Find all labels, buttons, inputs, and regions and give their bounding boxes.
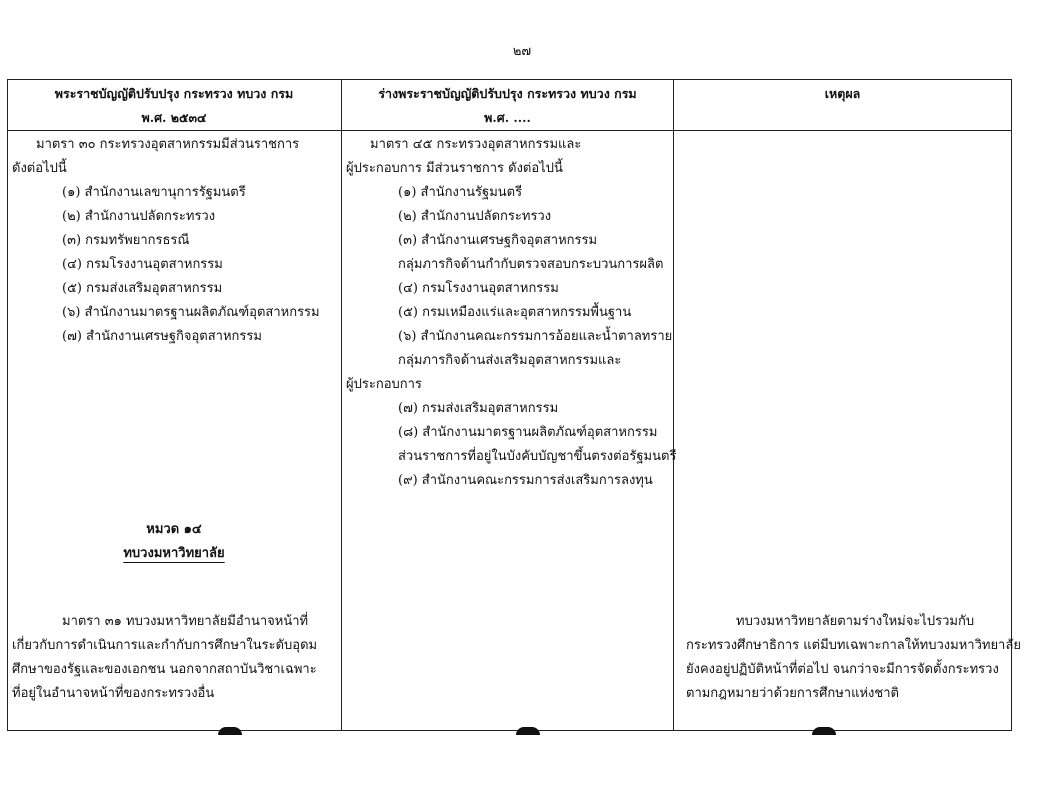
col2-section45-item: (๗) กรมส่งเสริมอุตสาหกรรม <box>398 401 559 416</box>
chapter-name-wrap <box>7 542 341 566</box>
col1-section31-line: ศึกษาของรัฐและของเอกชน นอกจากสถาบันวิชาเฉพาะ <box>12 662 317 677</box>
header-col1 <box>7 82 341 130</box>
col1-section31-line: มาตรา ๓๑ ทบวงมหาวิทยาลัยมีอำนาจหน้าที่ <box>62 614 309 629</box>
col2-section45-item: (๕) กรมเหมืองแร่และอุตสาหกรรมพื้นฐาน <box>398 305 632 320</box>
col1-section31-line: ที่อยู่ในอำนาจหน้าที่ของกระทรวงอื่น <box>12 686 215 701</box>
col1-section30-item: (๗) สำนักงานเศรษฐกิจอุตสาหกรรม <box>62 329 262 344</box>
header-col1-line1: พระราชบัญญัติปรับปรุง กระทรวง ทบวง กรม <box>54 86 294 101</box>
column-divider-2 <box>673 79 674 731</box>
col3-reason-line: กระทรวงศึกษาธิการ แต่มีบทเฉพาะกาลให้ทบวงมหาวิทยาลัย <box>686 638 1021 653</box>
punch-hole-mark <box>218 727 242 735</box>
header-col1-line2: พ.ศ. ๒๕๓๔ <box>141 110 207 125</box>
col1-section30-line: มาตรา ๓๐ กระทรวงอุตสาหกรรมมีส่วนราชการ <box>36 137 300 152</box>
col2-section45-item: (๑) สำนักงานรัฐมนตรี <box>398 185 523 200</box>
col2-section45-item: (๔) กรมโรงงานอุตสาหกรรม <box>398 281 559 296</box>
col1-section30-item: (๒) สำนักงานปลัดกระทรวง <box>62 209 216 224</box>
header-col3 <box>674 82 1011 106</box>
col2-section45-item: (๙) สำนักงานคณะกรรมการส่งเสริมการลงทุน <box>398 473 653 488</box>
col2-section45-group: ผู้ประกอบการ <box>346 377 422 392</box>
col1-section30-item: (๔) กรมโรงงานอุตสาหกรรม <box>62 257 223 272</box>
col3-reason-line: ยังคงอยู่ปฏิบัติหน้าที่ต่อไป จนกว่าจะมีการจัดตั้งกระทรวง <box>686 662 999 677</box>
header-col2-line1: ร่างพระราชบัญญัติปรับปรุง กระทรวง ทบวง กรม <box>378 86 637 101</box>
column-divider-1 <box>341 79 342 731</box>
col1-section30-item: (๓) กรมทรัพยากรธรณี <box>62 233 190 248</box>
col1-section30-item: (๖) สำนักงานมาตรฐานผลิตภัณฑ์อุตสาหกรรม <box>62 305 320 320</box>
col2-section45-group: กลุ่มภารกิจด้านกำกับตรวจสอบกระบวนการผลิต <box>398 257 664 272</box>
col2-section45-group: กลุ่มภารกิจด้านส่งเสริมอุตสาหกรรมและ <box>398 353 622 368</box>
punch-hole-mark <box>812 727 836 735</box>
punch-hole-mark <box>516 727 540 735</box>
col1-section31-line: เกี่ยวกับการดำเนินการและกำกับการศึกษาในระดับอุดม <box>12 638 318 653</box>
col2-section45-item: (๘) สำนักงานมาตรฐานผลิตภัณฑ์อุตสาหกรรม <box>398 425 658 440</box>
col3-reason-line: ตามกฎหมายว่าด้วยการศึกษาแห่งชาติ <box>686 686 899 701</box>
chapter-title: หมวด ๑๔ <box>146 522 202 537</box>
header-col3-line1: เหตุผล <box>824 86 861 101</box>
header-col2 <box>342 82 673 130</box>
col2-section45-item: (๖) สำนักงานคณะกรรมการอ้อยและน้ำตาลทราย <box>398 329 673 344</box>
col2-section45-line: ผู้ประกอบการ มีส่วนราชการ ดังต่อไปนี้ <box>346 161 563 176</box>
header-col2-line2: พ.ศ. .... <box>484 110 531 125</box>
col3-reason-line: ทบวงมหาวิทยาลัยตามร่างใหม่จะไปรวมกับ <box>736 614 975 629</box>
page-number: ๒๗ <box>512 44 532 59</box>
col1-section30-line: ดังต่อไปนี้ <box>12 161 67 176</box>
col2-section45-line: มาตรา ๔๕ กระทรวงอุตสาหกรรมและ <box>370 137 582 152</box>
col1-section30-item: (๕) กรมส่งเสริมอุตสาหกรรม <box>62 281 223 296</box>
col2-section45-item: (๓) สำนักงานเศรษฐกิจอุตสาหกรรม <box>398 233 598 248</box>
col2-section45-item: (๒) สำนักงานปลัดกระทรวง <box>398 209 552 224</box>
col1-section30-item: (๑) สำนักงานเลขานุการรัฐมนตรี <box>62 185 246 200</box>
header-divider <box>7 130 1012 131</box>
chapter-name: ทบวงมหาวิทยาลัย <box>123 546 225 561</box>
col2-section45-group: ส่วนราชการที่อยู่ในบังคับบัญชาขึ้นตรงต่อรัฐมนตรี <box>398 449 677 464</box>
